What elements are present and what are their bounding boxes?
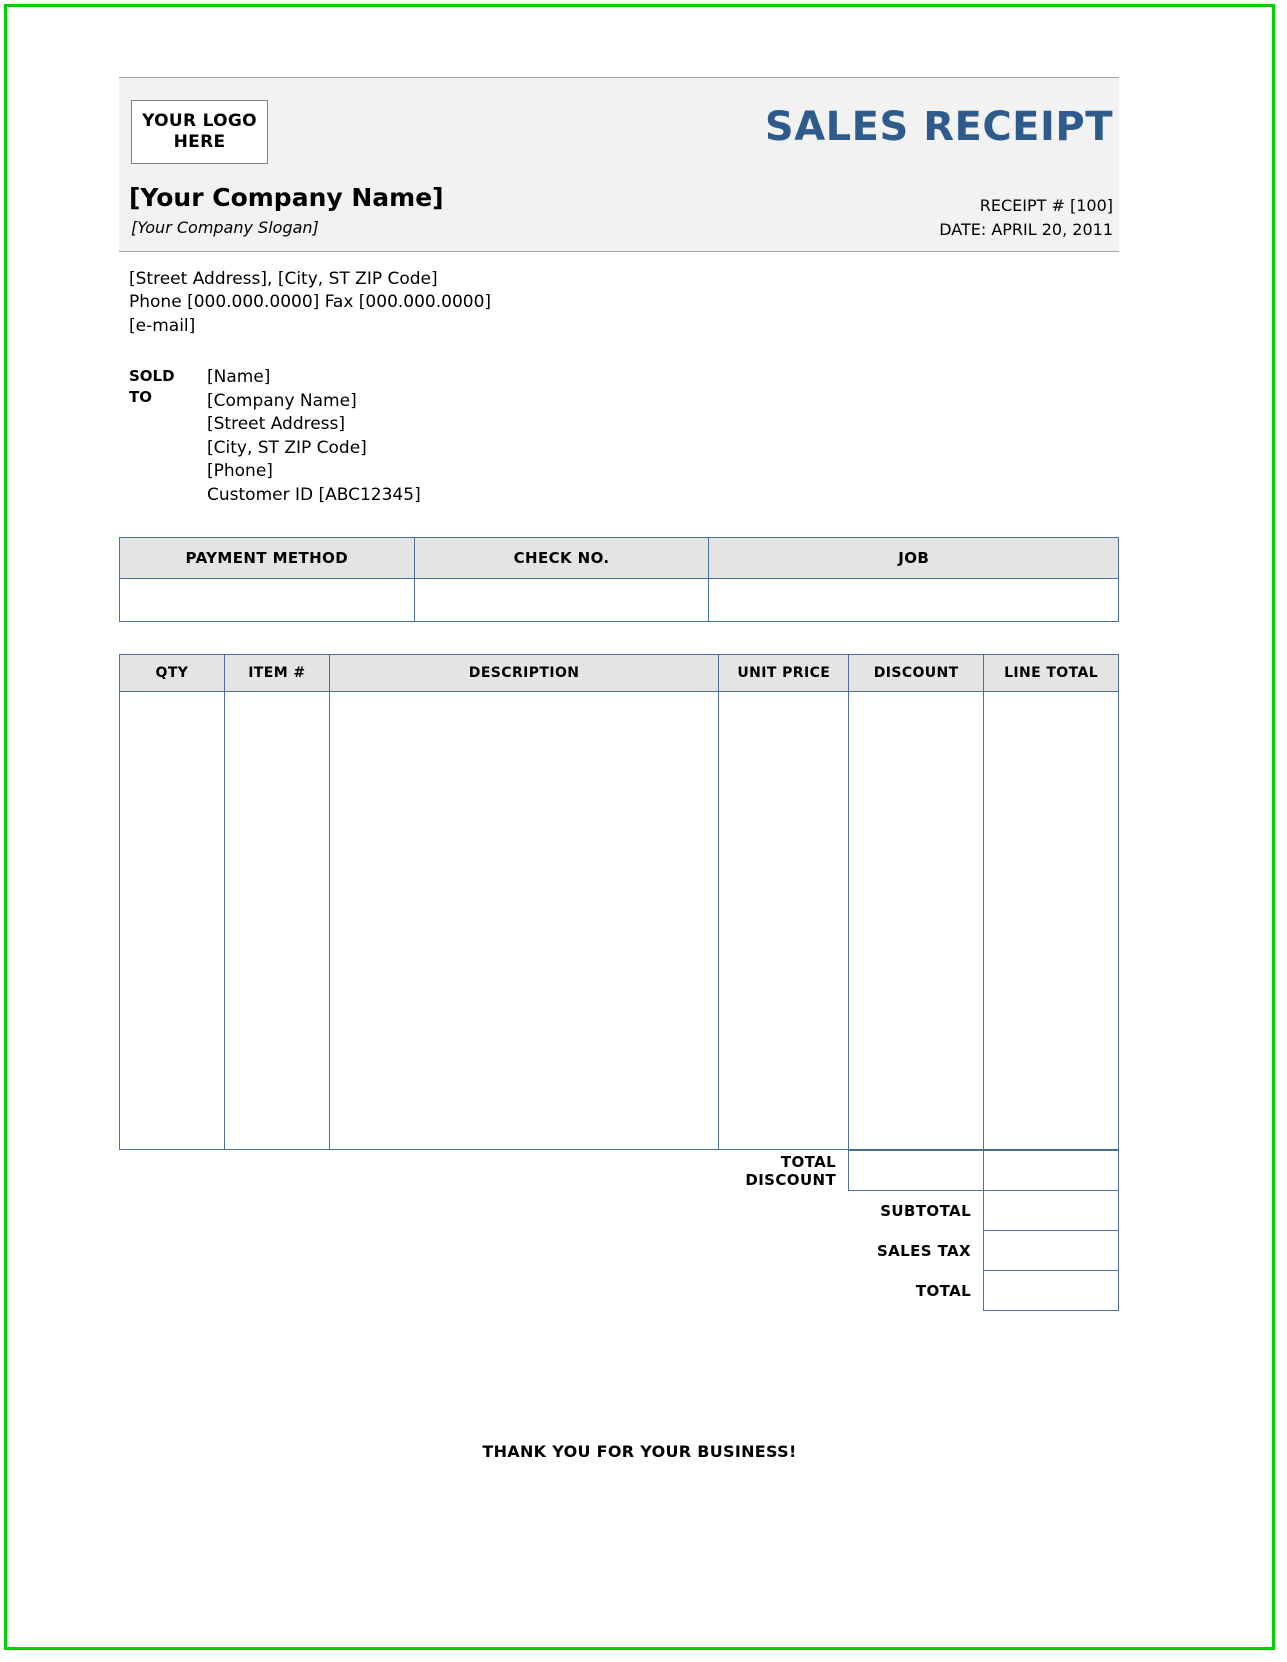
sales-tax-row [119, 1231, 1119, 1271]
sales-tax-label: SALES TAX [876, 1241, 972, 1260]
receipt-meta [939, 194, 1113, 242]
company-address [129, 268, 1119, 338]
qty-header: QTY [120, 655, 225, 692]
total-value[interactable] [984, 1271, 1119, 1311]
page-border [4, 4, 1275, 1650]
total-discount-spacer[interactable] [984, 1151, 1119, 1191]
payment-table [119, 537, 1119, 622]
job-field[interactable] [709, 579, 1119, 622]
discount-header: DISCOUNT [849, 655, 984, 692]
subtotal-label: SUBTOTAL [880, 1201, 972, 1220]
description-header: DESCRIPTION [329, 655, 719, 692]
item-number-column-body[interactable] [224, 692, 329, 1150]
receipt-header [119, 77, 1119, 252]
sold-to-label [129, 366, 207, 507]
line-items-header-row [120, 655, 1119, 692]
company-slogan: [Your Company Slogan] [131, 218, 319, 237]
address-line-1: [Street Address], [City, ST ZIP Code] [129, 269, 438, 289]
logo-line-1: YOUR LOGO [142, 110, 257, 131]
subtotal-row [119, 1191, 1119, 1231]
logo-line-2: HERE [173, 132, 226, 152]
total-discount-row [119, 1151, 1119, 1191]
sold-to-company: [Company Name] [207, 390, 357, 411]
line-items-table [119, 654, 1119, 1150]
qty-column-body[interactable] [120, 692, 225, 1150]
sold-to-name: [Name] [207, 367, 271, 388]
receipt-date: DATE: APRIL 20, 2011 [939, 220, 1113, 239]
sold-to-city: [City, ST ZIP Code] [207, 437, 367, 458]
job-header: JOB [709, 538, 1119, 579]
check-no-header: CHECK NO. [414, 538, 709, 579]
discount-column-body[interactable] [849, 692, 984, 1150]
logo-placeholder[interactable] [131, 100, 268, 164]
line-total-column-body[interactable] [984, 692, 1119, 1150]
sold-to-block [129, 366, 1119, 507]
check-no-field[interactable] [414, 579, 709, 622]
line-items-body-row [120, 692, 1119, 1150]
page-title: SALES RECEIPT [764, 104, 1113, 150]
item-number-header: ITEM # [224, 655, 329, 692]
subtotal-value[interactable] [984, 1191, 1119, 1231]
total-row [119, 1271, 1119, 1311]
address-line-2: Phone [000.000.0000] Fax [000.000.0000] [129, 292, 492, 313]
unit-price-column-body[interactable] [719, 692, 849, 1150]
sold-to-label-line-2: TO [129, 387, 152, 406]
total-label: TOTAL [915, 1281, 972, 1300]
receipt-sheet [119, 77, 1119, 1311]
company-name: [Your Company Name] [129, 183, 444, 212]
payment-header-row [120, 538, 1119, 579]
description-column-body[interactable] [329, 692, 719, 1150]
address-line-3: [e-mail] [129, 315, 196, 336]
payment-value-row [120, 579, 1119, 622]
unit-price-header: UNIT PRICE [719, 655, 849, 692]
payment-method-field[interactable] [120, 579, 415, 622]
footer-message: THANK YOU FOR YOUR BUSINESS! [482, 1442, 797, 1461]
payment-method-header: PAYMENT METHOD [120, 538, 415, 579]
sold-to-customer-id: Customer ID [ABC12345] [207, 484, 421, 505]
total-discount-value[interactable] [849, 1151, 984, 1191]
sold-to-phone: [Phone] [207, 461, 273, 482]
receipt-number: RECEIPT # [100] [979, 196, 1113, 215]
sold-to-lines [207, 366, 421, 507]
total-discount-label: TOTAL DISCOUNT [745, 1152, 837, 1189]
line-total-header: LINE TOTAL [984, 655, 1119, 692]
sold-to-street: [Street Address] [207, 414, 346, 435]
sold-to-label-line-1: SOLD [129, 367, 175, 386]
totals-table [119, 1150, 1119, 1311]
sales-tax-value[interactable] [984, 1231, 1119, 1271]
